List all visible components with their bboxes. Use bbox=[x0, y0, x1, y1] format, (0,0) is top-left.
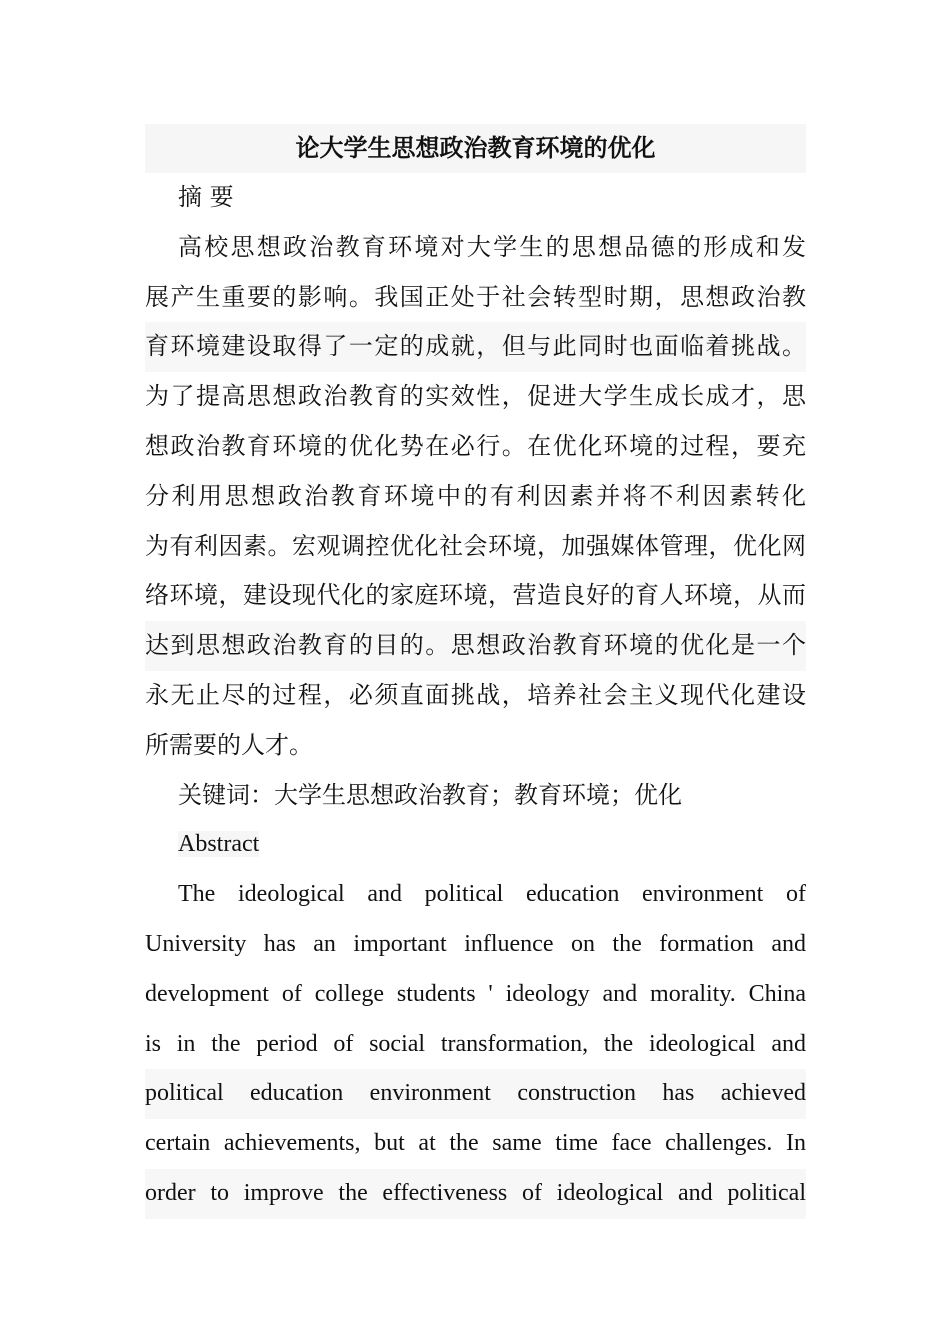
abstract-cn-line: 达到思想政治教育的目的。思想政治教育环境的优化是一个 bbox=[145, 621, 806, 671]
abstract-cn-heading: 摘 要 bbox=[178, 183, 234, 211]
abstract-cn-line: 展产生重要的影响。我国正处于社会转型时期，思想政治教 bbox=[145, 282, 806, 311]
abstract-en-heading bbox=[145, 820, 806, 870]
abstract-cn-line: 络环境，建设现代化的家庭环境，营造良好的育人环境，从而 bbox=[145, 581, 806, 610]
abstract-cn-line: 为了提高思想政治教育的实效性，促进大学生成长成才，思 bbox=[145, 382, 806, 411]
abstract-en-line: order to improve the effectiveness of ideological and political bbox=[145, 1169, 806, 1219]
document-page bbox=[145, 124, 806, 1219]
abstract-en-body bbox=[145, 870, 806, 1219]
abstract-cn-line: 永无止尽的过程，必须直面挑战，培养社会主义现代化建设 bbox=[145, 680, 806, 709]
abstract-en-line: political education environment construction has achieved bbox=[145, 1069, 806, 1119]
keywords-cn: 关键词：大学生思想政治教育；教育环境；优化 bbox=[178, 780, 682, 809]
document-title: 论大学生思想政治教育环境的优化 bbox=[145, 124, 806, 173]
abstract-cn-line: 分利用思想政治教育环境中的有利因素并将不利因素转化 bbox=[145, 481, 806, 510]
abstract-en-line: University has an important influence on the formation and bbox=[145, 930, 806, 957]
abstract-en-line: The ideological and political education environment of bbox=[178, 881, 806, 908]
abstract-cn-line: 高校思想政治教育环境对大学生的思想品德的形成和发 bbox=[178, 232, 806, 261]
abstract-en-line: certain achievements, but at the same time face challenges. In bbox=[145, 1130, 806, 1157]
abstract-en-heading-text: Abstract bbox=[178, 831, 260, 858]
abstract-cn-line: 育环境建设取得了一定的成就，但与此同时也面临着挑战。 bbox=[145, 322, 806, 372]
abstract-cn-line: 为有利因素。宏观调控优化社会环境，加强媒体管理，优化网 bbox=[145, 531, 806, 560]
abstract-cn-body bbox=[145, 223, 806, 771]
abstract-en-line: is in the period of social transformation, the ideological and bbox=[145, 1030, 806, 1057]
abstract-cn-line: 想政治教育环境的优化势在必行。在优化环境的过程，要充 bbox=[145, 431, 806, 460]
abstract-en-line: development of college students ' ideology and morality. China bbox=[145, 980, 806, 1007]
abstract-cn-line: 所需要的人才。 bbox=[145, 730, 313, 759]
